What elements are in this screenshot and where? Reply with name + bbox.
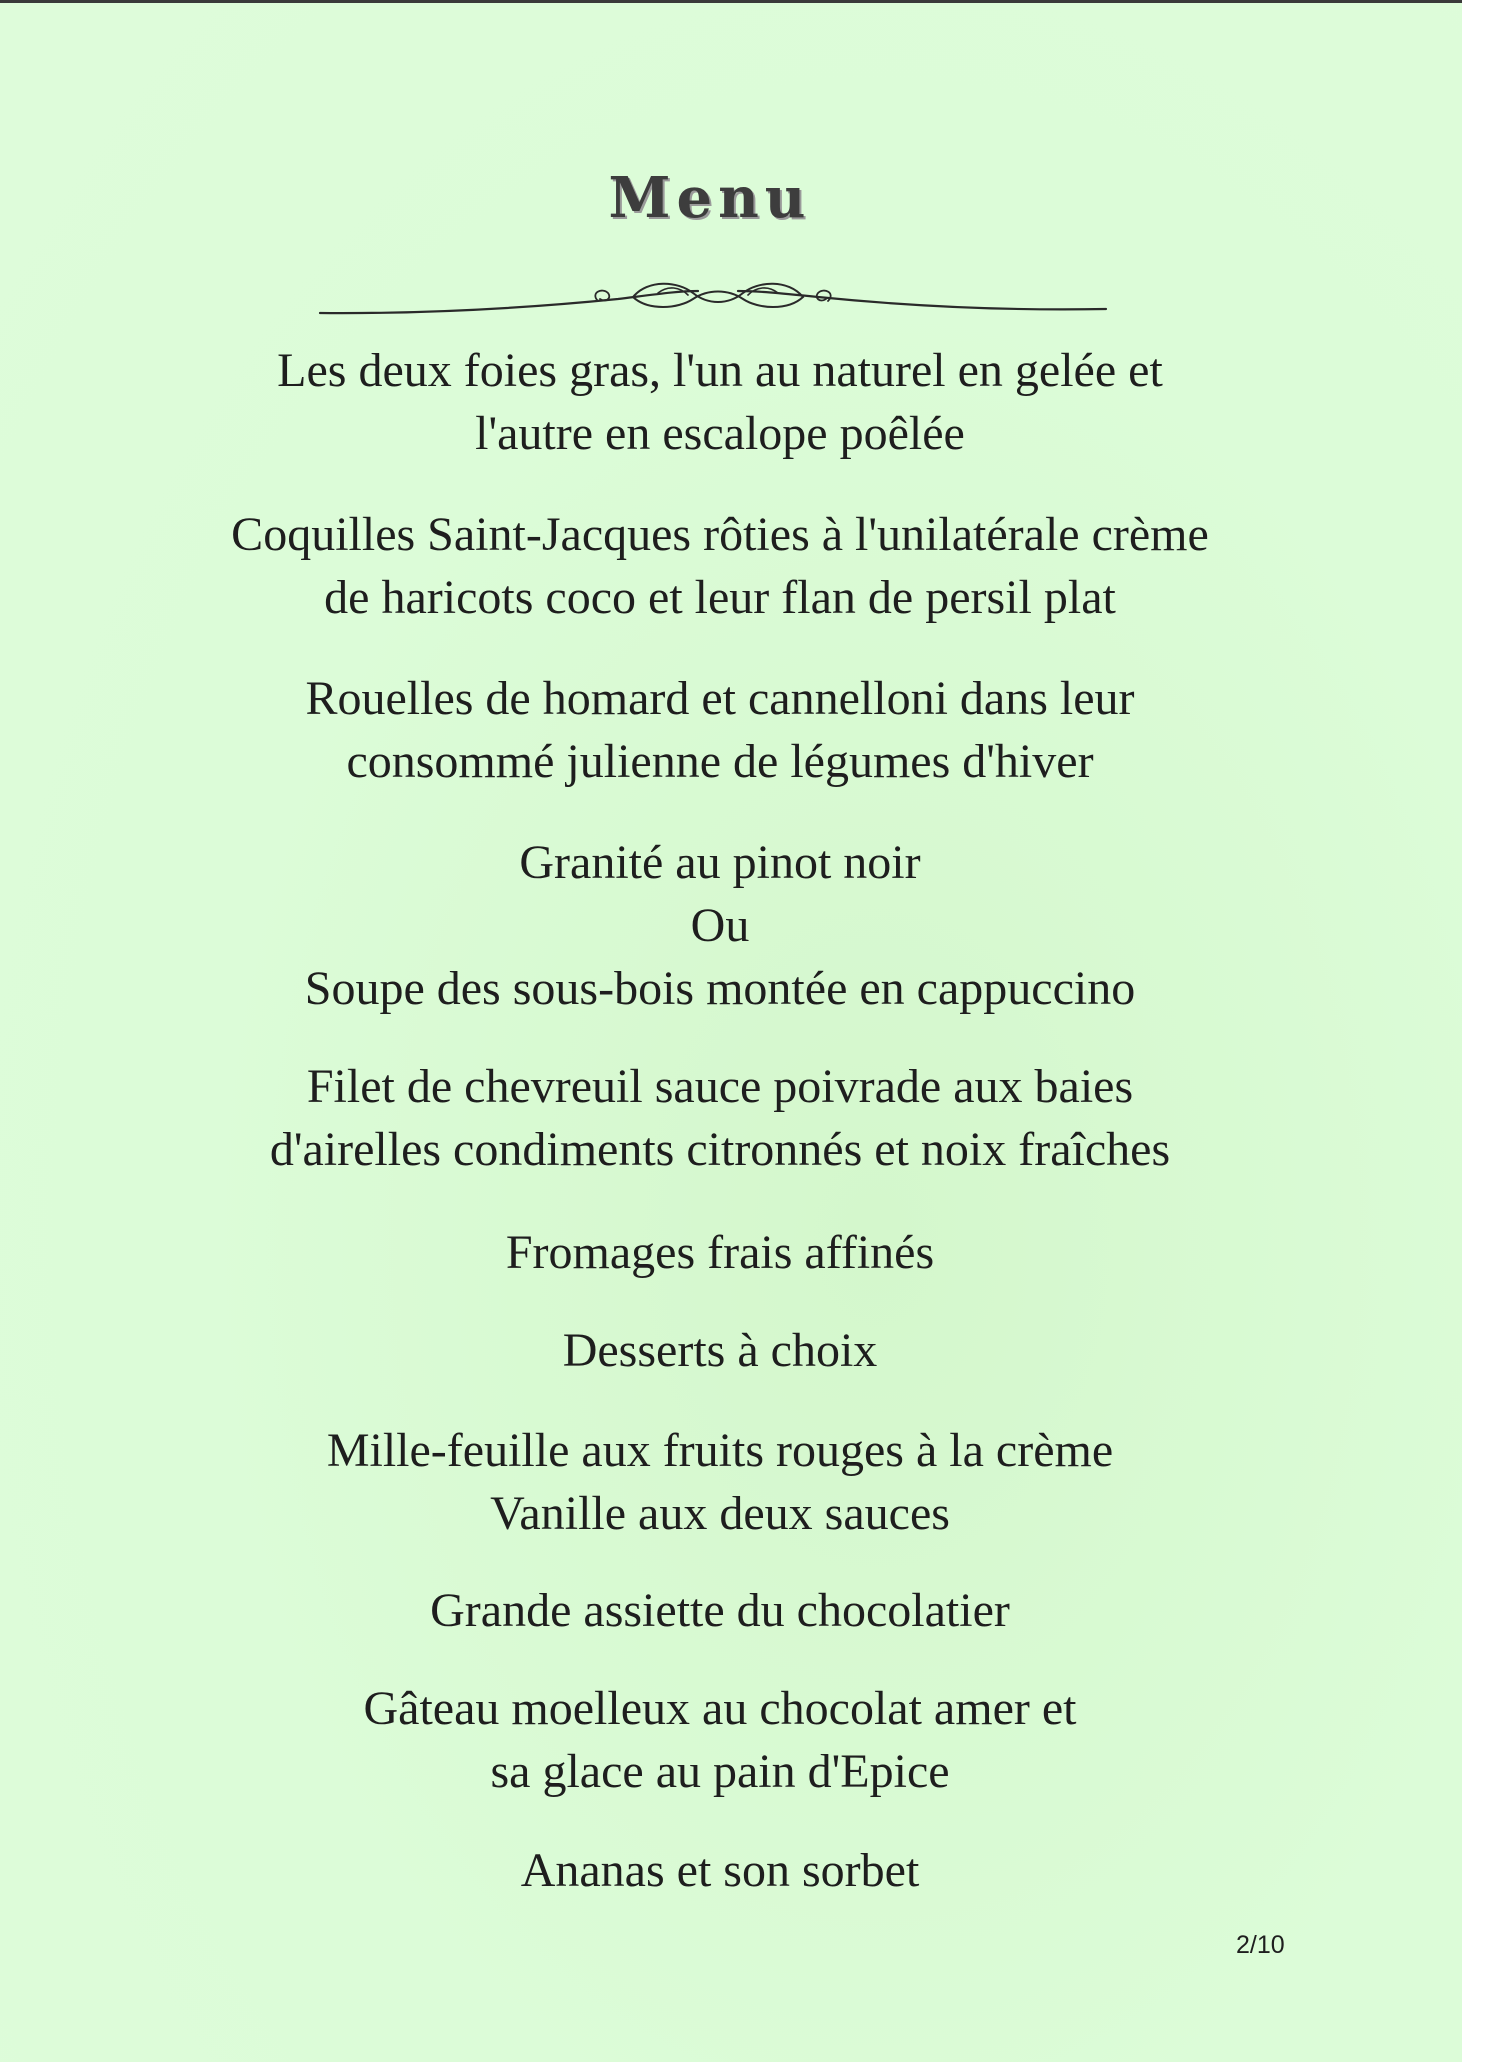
course-line: Fromages frais affinés bbox=[505, 1226, 935, 1279]
course-line: sa glace au pain d'Epice bbox=[490, 1745, 950, 1798]
course-line: Mille-feuille aux fruits rouges à la crème bbox=[326, 1424, 1114, 1477]
course-line: Gâteau moelleux au chocolat amer et bbox=[363, 1682, 1077, 1735]
flourish-divider bbox=[318, 271, 1108, 321]
course-line: Les deux foies gras, l'un au naturel en gelée et bbox=[277, 344, 1163, 397]
course-line: Filet de chevreuil sauce poivrade aux baies bbox=[306, 1060, 1134, 1113]
course-10 bbox=[120, 1677, 1320, 1803]
course-line: Ou bbox=[690, 899, 750, 952]
course-line: Ananas et son sorbet bbox=[520, 1844, 920, 1897]
course-line: de haricots coco et leur flan de persil plat bbox=[324, 571, 1116, 624]
course-11 bbox=[120, 1839, 1320, 1902]
page-number: 2/10 bbox=[1236, 1931, 1285, 1959]
course-line: d'airelles condiments citronnés et noix fraîches bbox=[269, 1123, 1171, 1176]
course-line: consommé julienne de légumes d'hiver bbox=[346, 735, 1094, 788]
course-line: l'autre en escalope poêlée bbox=[475, 407, 965, 460]
course-9 bbox=[120, 1579, 1320, 1642]
course-8 bbox=[120, 1419, 1320, 1545]
course-line: Granité au pinot noir bbox=[519, 836, 921, 889]
course-7 bbox=[120, 1319, 1320, 1382]
course-5 bbox=[120, 1055, 1320, 1181]
course-4 bbox=[120, 831, 1320, 1020]
course-line: Grande assiette du chocolatier bbox=[430, 1584, 1010, 1637]
course-line: Vanille aux deux sauces bbox=[490, 1487, 950, 1540]
course-line: Rouelles de homard et cannelloni dans leur bbox=[305, 672, 1135, 725]
course-6 bbox=[120, 1221, 1320, 1284]
course-3 bbox=[120, 667, 1320, 793]
course-2 bbox=[120, 503, 1320, 629]
course-line: Desserts à choix bbox=[562, 1324, 878, 1377]
course-line: Soupe des sous-bois montée en cappuccino bbox=[304, 962, 1136, 1015]
menu-sheet bbox=[0, 3, 1462, 2062]
course-line: Coquilles Saint-Jacques rôties à l'unilatérale crème bbox=[231, 508, 1209, 561]
page-title: Menu bbox=[608, 165, 812, 231]
course-1 bbox=[120, 339, 1320, 465]
